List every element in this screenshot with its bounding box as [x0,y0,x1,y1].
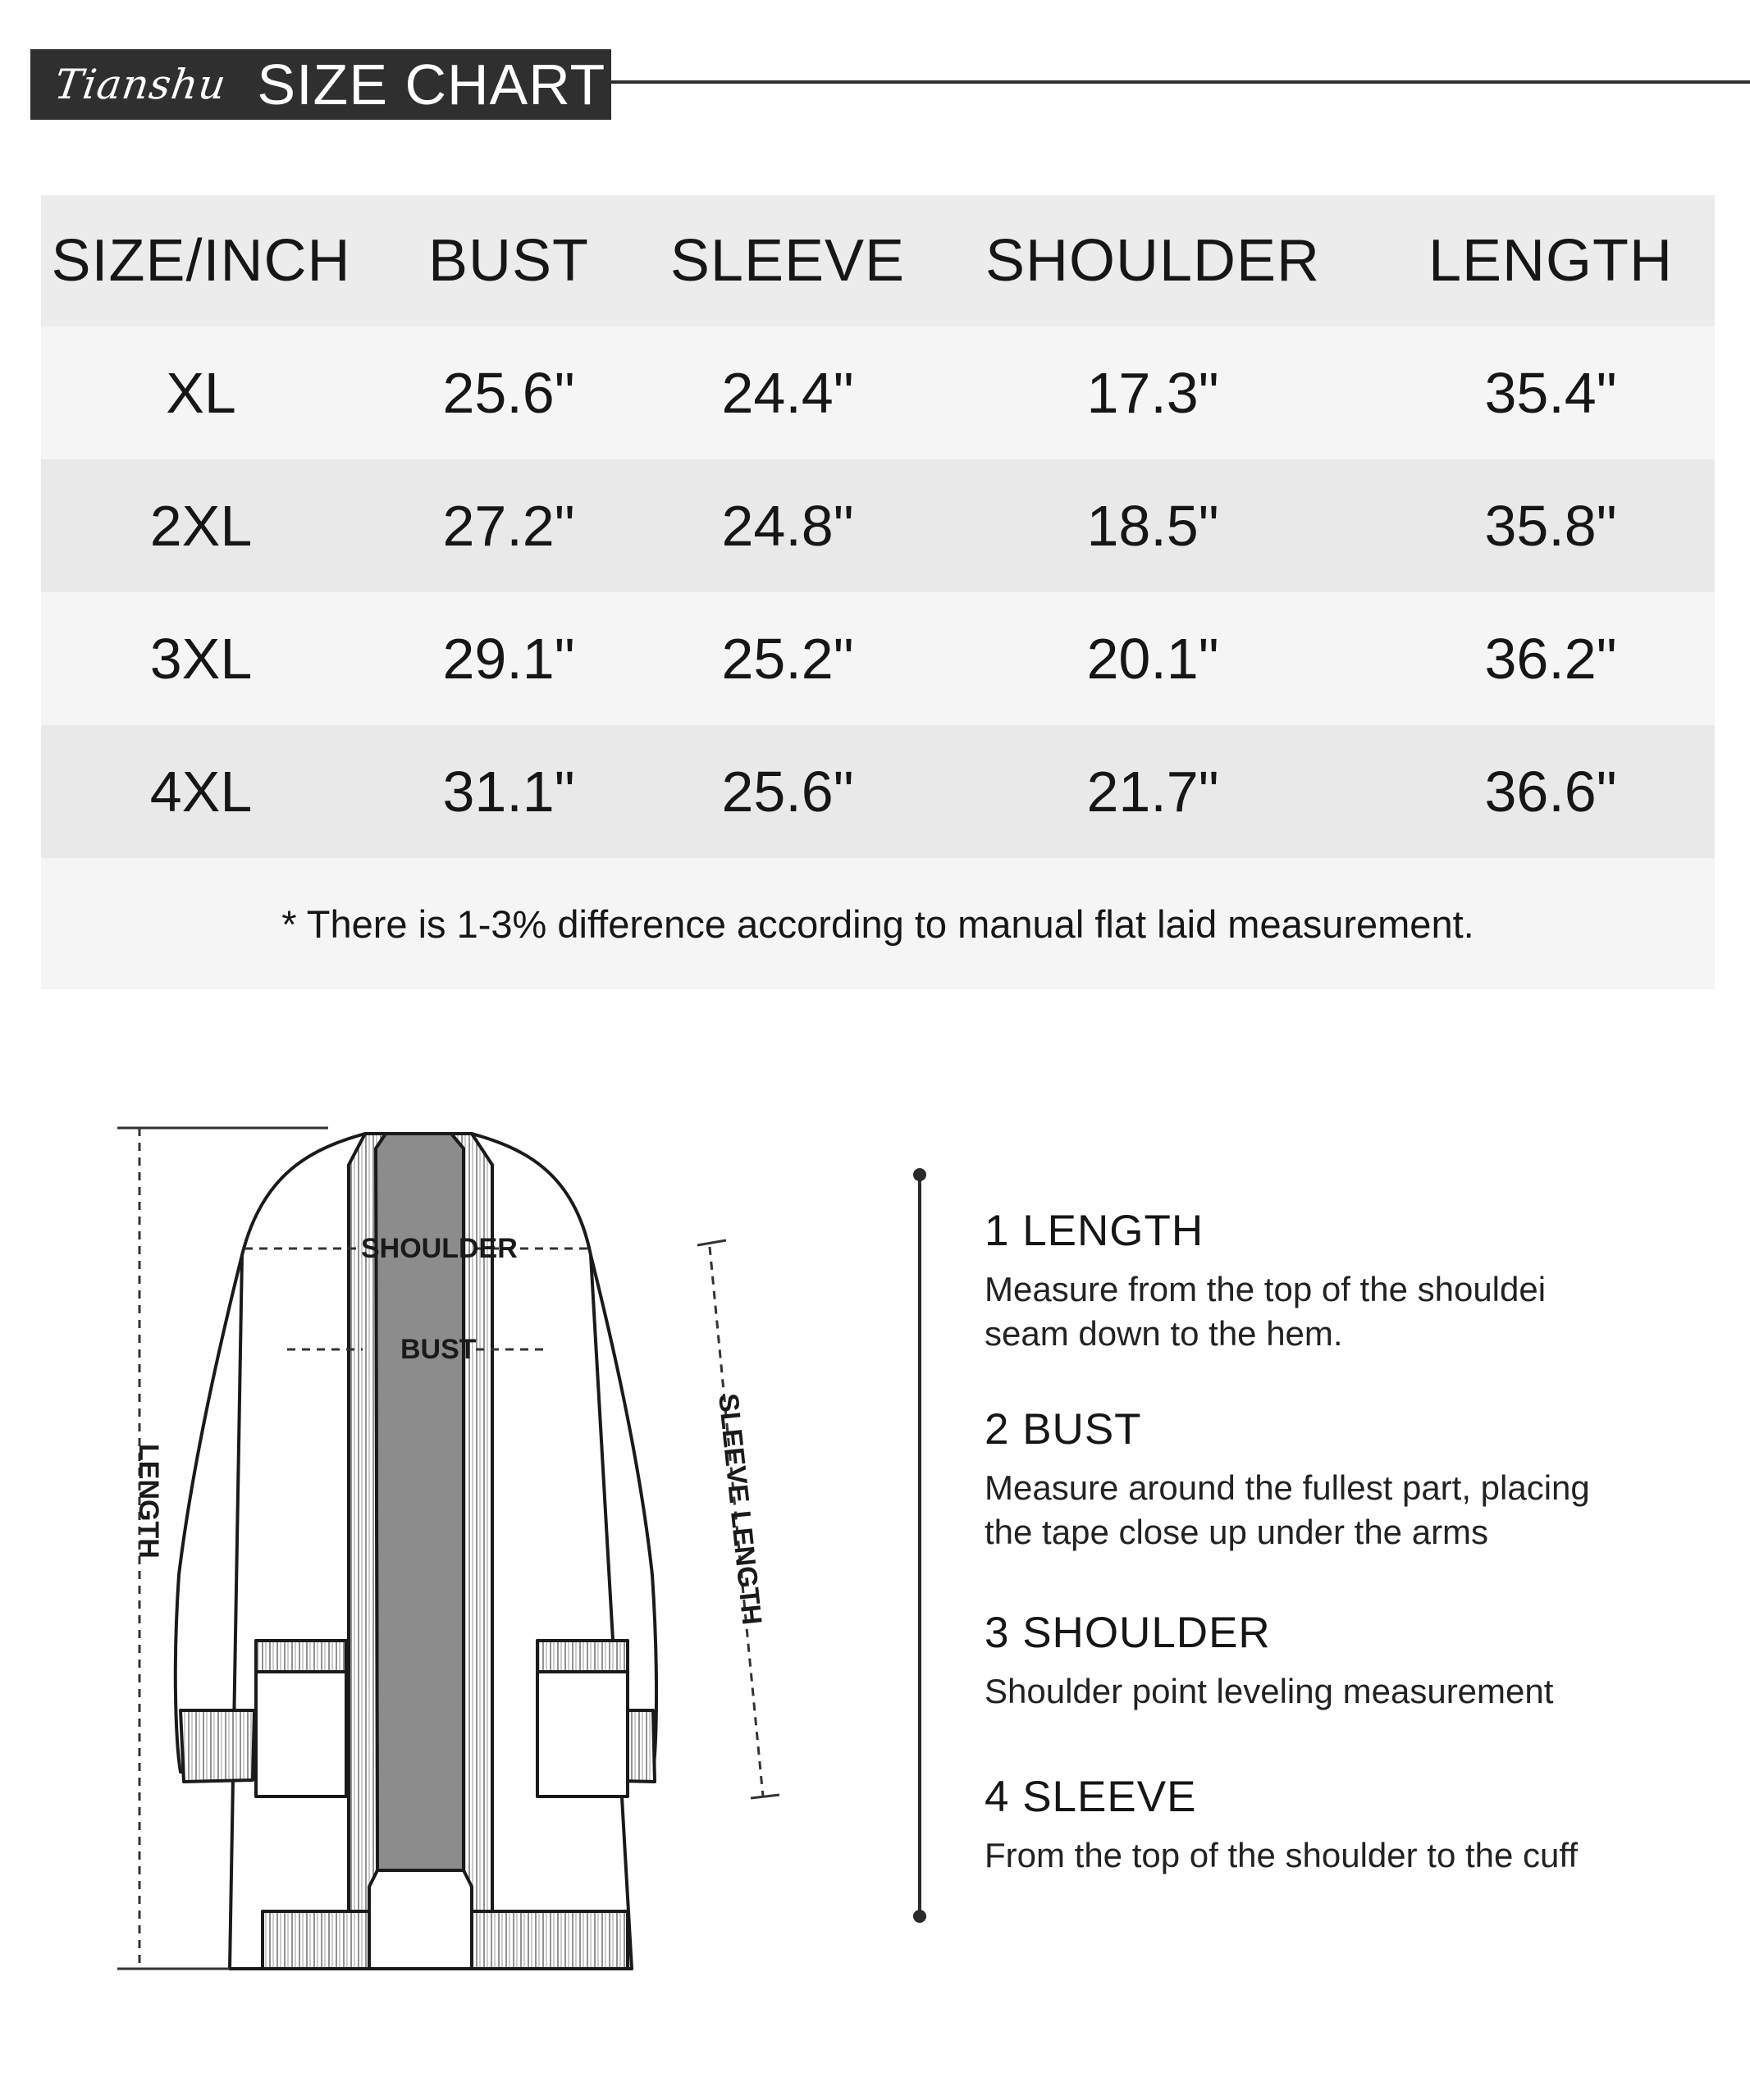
cell-bust: 25.6" [361,326,656,459]
measurement-desc-line: Measure from the top of the shouldei [985,1270,1547,1308]
cell-shoulder: 18.5" [919,459,1387,592]
cell-sleeve: 25.2" [656,592,919,725]
table-row [41,725,1715,858]
shoulder-label: SHOULDER [361,1233,518,1264]
measurement-title: 3 SHOULDER [985,1609,1271,1657]
brand-header [30,49,611,120]
table-row [41,459,1715,592]
sleeve-length-label: SLEEVE LENGTH [712,1391,768,1627]
cell-size: XL [41,326,361,459]
header-divider [611,80,1750,84]
cell-sleeve: 24.8" [656,459,919,592]
measurement-desc-line: the tape close up under the arms [985,1513,1489,1551]
measurement-note: * There is 1-3% difference according to manual flat laid measurement. [41,858,1715,989]
measurement-sleeve [985,1772,1723,1878]
cell-shoulder: 21.7" [919,725,1387,858]
brand-logo: Tianshu [51,61,230,108]
header-sleeve: SLEEVE [656,195,919,326]
header-bust: BUST [361,195,656,326]
size-table [41,195,1715,989]
cell-length: 36.6" [1387,725,1715,858]
measurement-desc-line: Measure around the fullest part, placing [985,1468,1590,1507]
measurement-title: 4 SLEEVE [985,1773,1197,1821]
header-shoulder: SHOULDER [919,195,1387,326]
table-row [41,326,1715,459]
measurement-desc-line: Shoulder point leveling measurement [985,1672,1554,1710]
bust-label: BUST [400,1334,477,1365]
right-hem [472,1911,628,1969]
measurement-title: 2 BUST [985,1405,1142,1454]
measurement-bust [985,1404,1723,1554]
cell-length: 35.8" [1387,459,1715,592]
header-size: SIZE/INCH [41,195,361,326]
left-cuff [180,1710,254,1782]
measurement-length [985,1206,1723,1356]
cell-bust: 29.1" [361,592,656,725]
cell-sleeve: 24.4" [656,326,919,459]
right-pocket-rib [537,1641,628,1672]
cardigan-diagram [98,1116,812,1977]
timeline-bottom-dot [913,1910,926,1923]
guide-timeline [918,1173,921,1915]
left-hem [263,1911,369,1969]
cell-length: 36.2" [1387,592,1715,725]
table-row [41,592,1715,725]
measurement-desc-line: seam down to the hem. [985,1314,1343,1353]
header-length: LENGTH [1387,195,1715,326]
page-title: SIZE CHART [257,52,606,116]
measurement-desc-line: From the top of the shoulder to the cuff [985,1836,1578,1874]
measurement-title: 1 LENGTH [985,1207,1204,1255]
table-note-row [41,858,1715,989]
cell-bust: 27.2" [361,459,656,592]
measurement-shoulder [985,1608,1723,1714]
timeline-top-dot [913,1168,926,1181]
cell-bust: 31.1" [361,725,656,858]
cell-size: 2XL [41,459,361,592]
length-label: LENGTH [133,1444,164,1559]
cell-length: 35.4" [1387,326,1715,459]
left-pocket-rib [256,1641,346,1672]
cell-shoulder: 17.3" [919,326,1387,459]
cell-sleeve: 25.6" [656,725,919,858]
cell-size: 4XL [41,725,361,858]
table-header-row [41,195,1715,326]
cell-size: 3XL [41,592,361,725]
cell-shoulder: 20.1" [919,592,1387,725]
